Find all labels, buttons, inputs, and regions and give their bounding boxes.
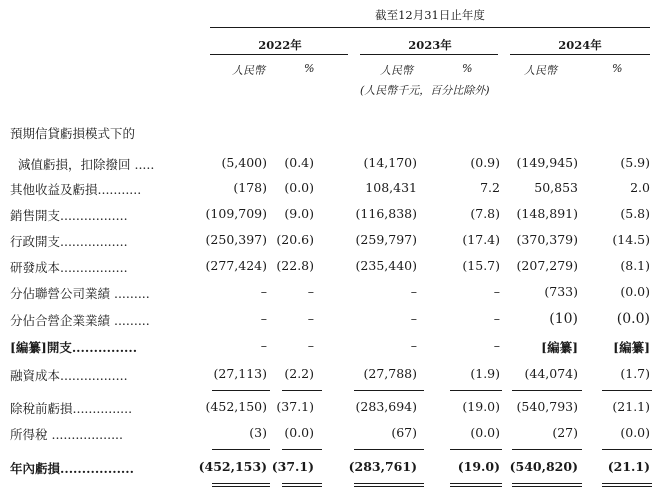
- cell-2023-rmb: (27,788): [363, 366, 417, 381]
- cell-2023-pct: (0.9): [470, 155, 500, 170]
- subtotal-rule: [354, 390, 424, 391]
- cell-2023-pct: (19.0): [457, 459, 500, 474]
- total-double-rule: [602, 486, 652, 487]
- cell-2022-pct: (37.1): [276, 399, 314, 414]
- cell-2024-rmb: (10): [549, 311, 578, 327]
- total-double-rule: [602, 483, 652, 484]
- cell-2024-pct: (21.1): [607, 459, 650, 474]
- table-row: [0, 284, 660, 310]
- cell-2022-rmb: –: [260, 311, 267, 326]
- cell-2023-pct: –: [493, 338, 500, 353]
- cell-2022-rmb: (27,113): [213, 366, 267, 381]
- total-double-rule: [282, 483, 322, 484]
- unit-2024-pct: %: [612, 62, 623, 75]
- row-label: 預期信貸虧損模式下的: [10, 126, 136, 141]
- cell-2023-pct: (7.8): [470, 206, 500, 221]
- table-row: [0, 124, 660, 150]
- cell-2023-rmb: (259,797): [355, 232, 417, 247]
- table-row: [0, 366, 660, 392]
- cell-2024-rmb: (370,379): [516, 232, 578, 247]
- total-double-rule: [212, 486, 270, 487]
- total-double-rule: [450, 483, 502, 484]
- cell-2023-pct: –: [493, 284, 500, 299]
- row-label: 其他收益及虧損...........: [10, 182, 142, 197]
- table-row: [0, 180, 660, 206]
- cell-2024-rmb: (44,074): [524, 366, 578, 381]
- total-top-rule: [450, 449, 502, 450]
- cell-2022-rmb: –: [260, 284, 267, 299]
- row-label: 融資成本.................: [10, 368, 128, 383]
- table-row: [0, 258, 660, 284]
- cell-2023-pct: 7.2: [480, 180, 500, 195]
- cell-2024-pct: (14.5): [612, 232, 650, 247]
- cell-2022-pct: (22.8): [276, 258, 314, 273]
- subtotal-rule: [450, 390, 502, 391]
- cell-2022-pct: –: [307, 338, 314, 353]
- unit-2024-rmb: 人民幣: [524, 64, 557, 77]
- year-2022-rule: [210, 54, 348, 55]
- cell-2024-pct: (0.0): [620, 284, 650, 299]
- table-row: [0, 232, 660, 258]
- table-row: [0, 155, 660, 181]
- table-row: [0, 425, 660, 451]
- cell-2023-pct: (0.0): [470, 425, 500, 440]
- cell-2023-pct: –: [493, 311, 500, 326]
- total-top-rule: [354, 449, 424, 450]
- table-row: [0, 399, 660, 425]
- total-double-rule: [354, 486, 424, 487]
- cell-2022-pct: (0.0): [284, 425, 314, 440]
- row-label: 銷售開支.................: [10, 208, 128, 223]
- cell-2024-pct: (5.8): [620, 206, 650, 221]
- cell-2022-rmb: (3): [249, 425, 267, 440]
- cell-2022-pct: (0.4): [284, 155, 314, 170]
- cell-2022-pct: (9.0): [284, 206, 314, 221]
- cell-2024-rmb: (149,945): [516, 155, 578, 170]
- cell-2023-pct: (17.4): [462, 232, 500, 247]
- period-heading: 截至12月31日止年度: [375, 8, 485, 22]
- cell-2022-rmb: (250,397): [205, 232, 267, 247]
- total-double-rule: [212, 483, 270, 484]
- cell-2024-pct: (8.1): [620, 258, 650, 273]
- cell-2023-rmb: (67): [391, 425, 417, 440]
- cell-2024-rmb: (540,793): [516, 399, 578, 414]
- row-label: 除稅前虧損...............: [10, 401, 133, 416]
- cell-2023-rmb: (235,440): [355, 258, 417, 273]
- total-double-rule: [512, 483, 582, 484]
- year-2023-rule: [360, 54, 498, 55]
- cell-2023-rmb: (116,838): [355, 206, 417, 221]
- total-double-rule: [354, 483, 424, 484]
- table-row: [0, 459, 660, 485]
- row-label: 分佔合營企業業績 .........: [10, 313, 150, 328]
- subtotal-rule: [212, 390, 270, 391]
- cell-2024-pct: [編纂]: [613, 340, 650, 355]
- total-double-rule: [512, 486, 582, 487]
- total-double-rule: [282, 486, 322, 487]
- cell-2022-rmb: (5,400): [221, 155, 267, 170]
- total-top-rule: [512, 449, 582, 450]
- unit-2023-pct: %: [462, 62, 473, 75]
- total-top-rule: [282, 449, 322, 450]
- row-label: 行政開支.................: [10, 234, 128, 249]
- row-label: 分佔聯營公司業績 .........: [10, 286, 150, 301]
- cell-2023-rmb: –: [410, 284, 417, 299]
- row-label: 所得稅 ..................: [10, 427, 123, 442]
- cell-2023-rmb: 108,431: [365, 180, 417, 195]
- cell-2022-rmb: (452,153): [198, 459, 267, 474]
- table-row: [0, 338, 660, 364]
- total-top-rule: [602, 449, 652, 450]
- cell-2022-pct: (0.0): [284, 180, 314, 195]
- cell-2022-rmb: (277,424): [205, 258, 267, 273]
- total-top-rule: [212, 449, 270, 450]
- unit-2023-rmb: 人民幣: [380, 64, 413, 77]
- cell-2022-rmb: (178): [233, 180, 267, 195]
- cell-2024-pct: 2.0: [630, 180, 650, 195]
- cell-2023-pct: (1.9): [470, 366, 500, 381]
- cell-2024-rmb: (733): [544, 284, 578, 299]
- row-label: 研發成本.................: [10, 260, 128, 275]
- table-row: [0, 311, 660, 337]
- cell-2023-pct: (19.0): [462, 399, 500, 414]
- cell-2023-pct: (15.7): [462, 258, 500, 273]
- cell-2023-rmb: (283,694): [355, 399, 417, 414]
- unit-2022-pct: %: [304, 62, 315, 75]
- year-2024-heading: 2024年: [558, 38, 602, 52]
- cell-2023-rmb: –: [410, 338, 417, 353]
- cell-2022-rmb: –: [260, 338, 267, 353]
- cell-2024-rmb: (207,279): [516, 258, 578, 273]
- cell-2023-rmb: (14,170): [363, 155, 417, 170]
- cell-2024-pct: (21.1): [612, 399, 650, 414]
- year-2022-heading: 2022年: [258, 38, 302, 52]
- cell-2022-rmb: (452,150): [205, 399, 267, 414]
- cell-2024-rmb: 50,853: [534, 180, 578, 195]
- cell-2024-rmb: [編纂]: [541, 340, 578, 355]
- subtotal-rule: [282, 390, 322, 391]
- period-rule: [210, 27, 650, 28]
- cell-2022-rmb: (109,709): [205, 206, 267, 221]
- cell-2023-rmb: (283,761): [348, 459, 417, 474]
- cell-2023-rmb: –: [410, 311, 417, 326]
- total-double-rule: [450, 486, 502, 487]
- cell-2022-pct: –: [307, 284, 314, 299]
- year-2023-heading: 2023年: [408, 38, 452, 52]
- cell-2022-pct: –: [307, 311, 314, 326]
- cell-2024-pct: (0.0): [620, 425, 650, 440]
- subtotal-rule: [512, 390, 582, 391]
- unit-note: (人民幣千元，百分比除外): [360, 84, 490, 97]
- row-label: 年內虧損.................: [10, 461, 134, 476]
- unit-2022-rmb: 人民幣: [232, 64, 265, 77]
- cell-2024-pct: (5.9): [620, 155, 650, 170]
- cell-2024-rmb: (27): [552, 425, 578, 440]
- cell-2024-rmb: (148,891): [516, 206, 578, 221]
- row-label: 減值虧損，扣除撥回 .....: [18, 157, 155, 172]
- cell-2022-pct: (2.2): [284, 366, 314, 381]
- subtotal-rule: [602, 390, 652, 391]
- cell-2022-pct: (37.1): [271, 459, 314, 474]
- row-label: [編纂]開支...............: [10, 340, 138, 355]
- year-2024-rule: [510, 54, 650, 55]
- cell-2024-rmb: (540,820): [509, 459, 578, 474]
- table-row: [0, 206, 660, 232]
- cell-2024-pct: (0.0): [616, 311, 650, 327]
- cell-2022-pct: (20.6): [276, 232, 314, 247]
- cell-2024-pct: (1.7): [620, 366, 650, 381]
